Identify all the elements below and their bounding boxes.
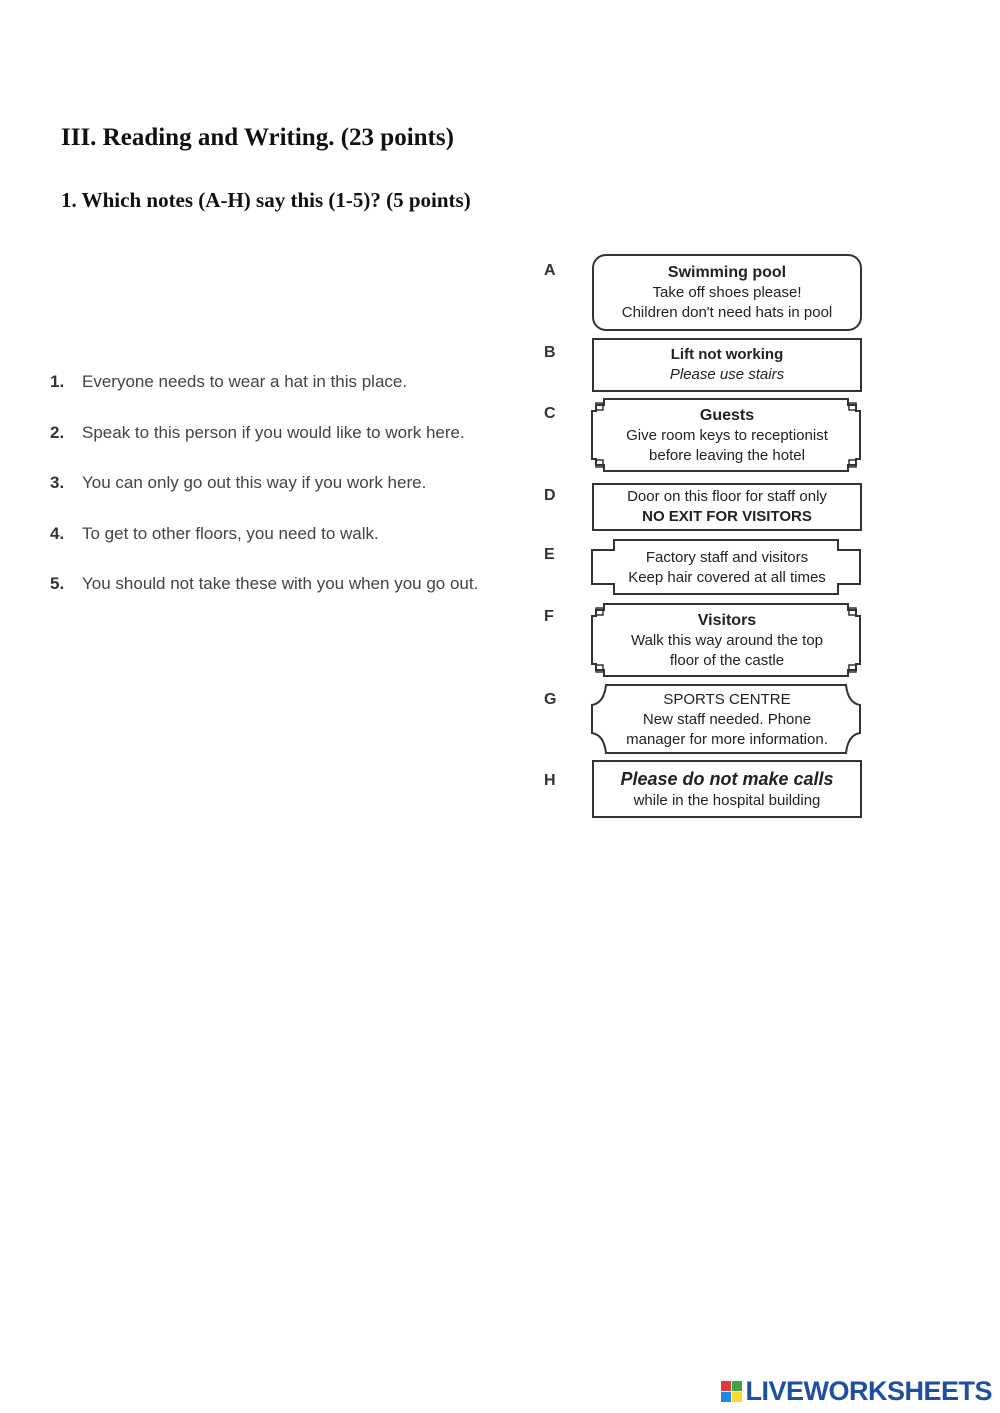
- sign-line: Guests: [699, 407, 755, 424]
- logo-text: LIVEWORKSHEETS: [745, 1376, 992, 1406]
- note-letter: E: [544, 546, 555, 563]
- sign-lift: [592, 338, 862, 392]
- sign-line: Please do not make calls: [620, 769, 834, 789]
- sign-visitors: [592, 604, 862, 678]
- question-text: To get to other floors, you need to walk.: [82, 523, 379, 543]
- sign-line: Walk this way around the top: [630, 632, 824, 649]
- logo-square: [732, 1392, 742, 1402]
- sign-swimming-pool: [592, 254, 862, 331]
- sign-line: Factory staff and visitors: [645, 549, 809, 566]
- sign-line: Lift not working: [670, 346, 784, 363]
- task-instruction: 1. Which notes (A-H) say this (1-5)? (5 points): [61, 188, 471, 212]
- note-letter: B: [544, 344, 556, 361]
- sign-line: floor of the castle: [669, 652, 785, 669]
- logo-square: [732, 1381, 742, 1391]
- sign-line: while in the hospital building: [633, 792, 821, 809]
- sign-line: before leaving the hotel: [649, 447, 805, 464]
- note-letter: G: [544, 691, 557, 708]
- sign-line: Take off shoes please!: [652, 283, 802, 301]
- liveworksheets-logo: [721, 1376, 992, 1407]
- sign-hospital: [592, 760, 862, 818]
- note-letter: F: [544, 608, 554, 625]
- logo-square: [721, 1392, 731, 1402]
- note-letter: C: [544, 405, 556, 422]
- sign-line: New staff needed. Phone: [642, 711, 812, 728]
- sign-line: Please use stairs: [669, 366, 785, 383]
- note-letter: H: [544, 772, 556, 789]
- sign-factory: [592, 540, 862, 596]
- sign-line: SPORTS CENTRE: [663, 691, 791, 708]
- question-text: Everyone needs to wear a hat in this place.: [82, 372, 408, 391]
- question-text: You should not take these with you when you go out.: [82, 574, 479, 593]
- sign-line: Door on this floor for staff only: [627, 488, 827, 505]
- question-number: 5.: [50, 574, 65, 593]
- sign-line: Children don't need hats in pool: [621, 303, 833, 321]
- question-item: [50, 372, 510, 423]
- logo-square: [721, 1381, 731, 1391]
- sign-line: NO EXIT FOR VISITORS: [642, 508, 812, 525]
- section-title: III. Reading and Writing. (23 points): [61, 124, 454, 151]
- sign-line: manager for more information.: [626, 731, 828, 748]
- sign-guests: [592, 399, 862, 473]
- question-item: [50, 524, 510, 575]
- sign-line: Visitors: [697, 612, 757, 629]
- note-letter: A: [544, 262, 556, 279]
- question-item: [50, 473, 510, 524]
- question-number: 4.: [50, 523, 65, 543]
- question-item: [50, 423, 510, 474]
- question-text: You can only go out this way if you work here.: [82, 473, 427, 492]
- question-list: [50, 372, 510, 625]
- sign-staff-door: [592, 483, 862, 531]
- question-text: Speak to this person if you would like to work here.: [82, 422, 465, 442]
- sign-sports-centre: [592, 685, 862, 755]
- sign-line: Swimming pool: [667, 263, 787, 281]
- question-number: 2.: [50, 422, 65, 442]
- question-item: [50, 574, 510, 625]
- note-letter: D: [544, 487, 556, 504]
- logo-icon: [721, 1381, 742, 1402]
- sign-line: Keep hair covered at all times: [628, 569, 826, 586]
- question-number: 1.: [50, 372, 65, 391]
- question-number: 3.: [50, 473, 65, 492]
- sign-line: Give room keys to receptionist: [626, 427, 828, 444]
